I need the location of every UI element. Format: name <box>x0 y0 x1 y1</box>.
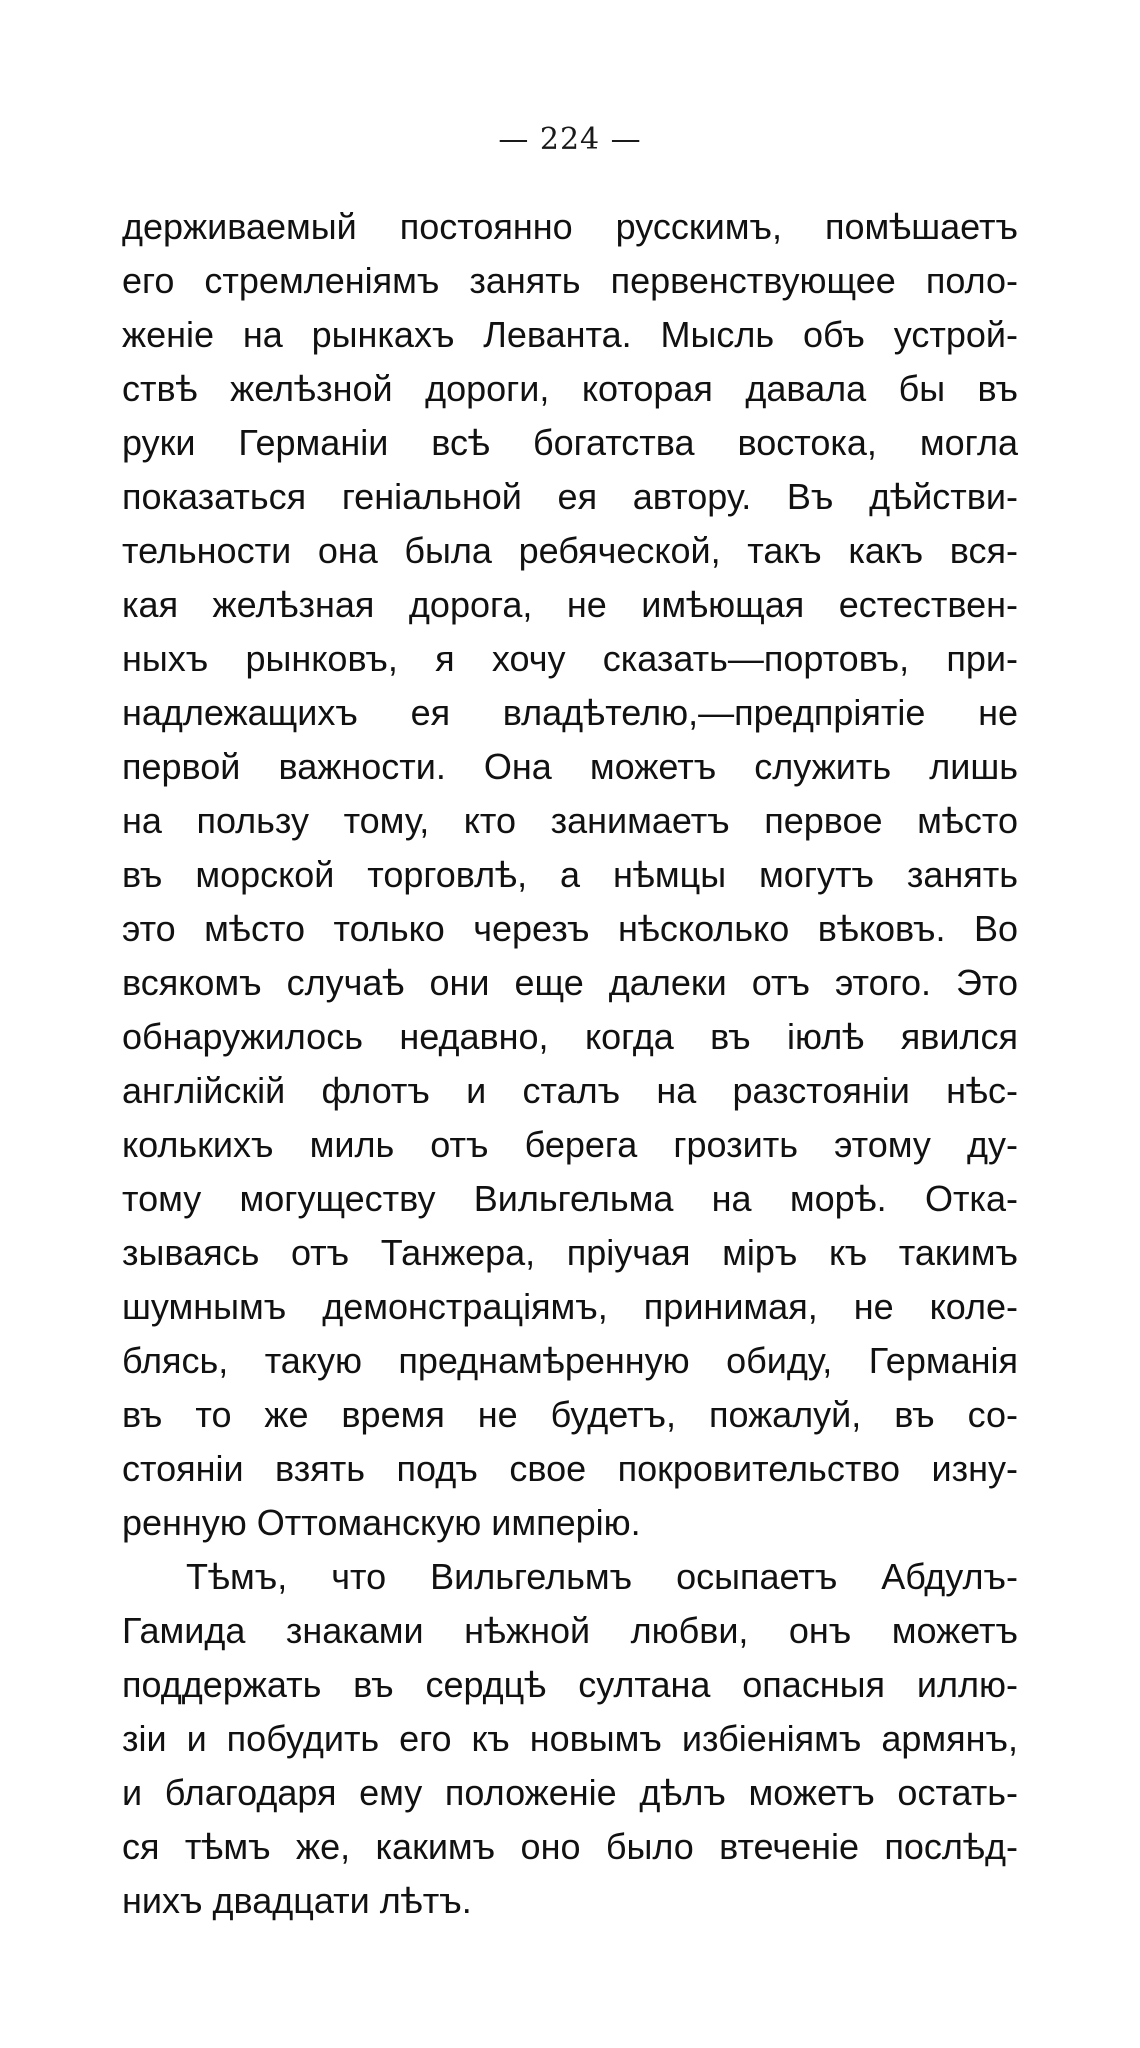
text-line: стояніи взять подъ свое покровительство изну- <box>122 1448 1018 1489</box>
text-line: показаться геніальной ея автору. Въ дѣйстви- <box>122 476 1018 517</box>
text-line: тельности она была ребяческой, такъ какъ вся- <box>122 530 1018 571</box>
text-line: ствѣ желѣзной дороги, которая давала бы въ <box>122 368 1018 409</box>
text-line: зываясь отъ Танжера, пріучая міръ къ такимъ <box>122 1232 1018 1273</box>
text-line: ныхъ рынковъ, я хочу сказать—портовъ, при- <box>122 638 1018 679</box>
text-line: колькихъ миль отъ берега грозить этому ду- <box>122 1124 1018 1165</box>
text-line: нихъ двадцати лѣтъ. <box>122 1880 472 1921</box>
text-line: зіи и побудить его къ новымъ избіеніямъ армянъ, <box>122 1718 1018 1759</box>
text-line: его стремленіямъ занять первенствующее поло- <box>122 260 1018 301</box>
body-text <box>122 200 1018 1928</box>
paragraph-1 <box>122 200 1018 1550</box>
text-line: кая желѣзная дорога, не имѣющая естествен- <box>122 584 1018 625</box>
text-line: ренную Оттоманскую имперію. <box>122 1502 641 1543</box>
text-line: Гамида знаками нѣжной любви, онъ можетъ <box>122 1610 1018 1651</box>
text-line: въ морской торговлѣ, а нѣмцы могутъ занять <box>122 854 1018 895</box>
text-line: англійскій флотъ и сталъ на разстояніи нѣс- <box>122 1070 1018 1111</box>
page-number: — 224 — <box>498 122 642 157</box>
text-line: блясь, такую преднамѣренную обиду, Германія <box>122 1340 1018 1381</box>
text-line: надлежащихъ ея владѣтелю,—предпріятіе не <box>122 692 1018 733</box>
text-line: поддержать въ сердцѣ султана опасныя иллю- <box>122 1664 1018 1705</box>
text-line: держиваемый постоянно русскимъ, помѣшаетъ <box>122 206 1018 247</box>
text-line: ся тѣмъ же, какимъ оно было втеченіе послѣд- <box>122 1826 1018 1867</box>
text-line: тому могуществу Вильгельма на морѣ. Отка- <box>122 1178 1018 1219</box>
text-line: Тѣмъ, что Вильгельмъ осыпаетъ Абдулъ- <box>186 1556 1018 1597</box>
paragraph-2 <box>122 1550 1018 1928</box>
text-line: женіе на рынкахъ Леванта. Мысль объ устрой- <box>122 314 1018 355</box>
text-line: и благодаря ему положеніе дѣлъ можетъ остать- <box>122 1772 1018 1813</box>
text-line: обнаружилось недавно, когда въ іюлѣ явился <box>122 1016 1018 1057</box>
text-line: шумнымъ демонстраціямъ, принимая, не коле- <box>122 1286 1018 1327</box>
text-line: первой важности. Она можетъ служить лишь <box>122 746 1018 787</box>
text-line: это мѣсто только черезъ нѣсколько вѣковъ. Во <box>122 908 1018 949</box>
text-line: въ то же время не будетъ, пожалуй, въ со- <box>122 1394 1018 1435</box>
text-line: руки Германіи всѣ богатства востока, могла <box>122 422 1018 463</box>
text-line: на пользу тому, кто занимаетъ первое мѣсто <box>122 800 1018 841</box>
text-line: всякомъ случаѣ они еще далеки отъ этого. Это <box>122 962 1018 1003</box>
